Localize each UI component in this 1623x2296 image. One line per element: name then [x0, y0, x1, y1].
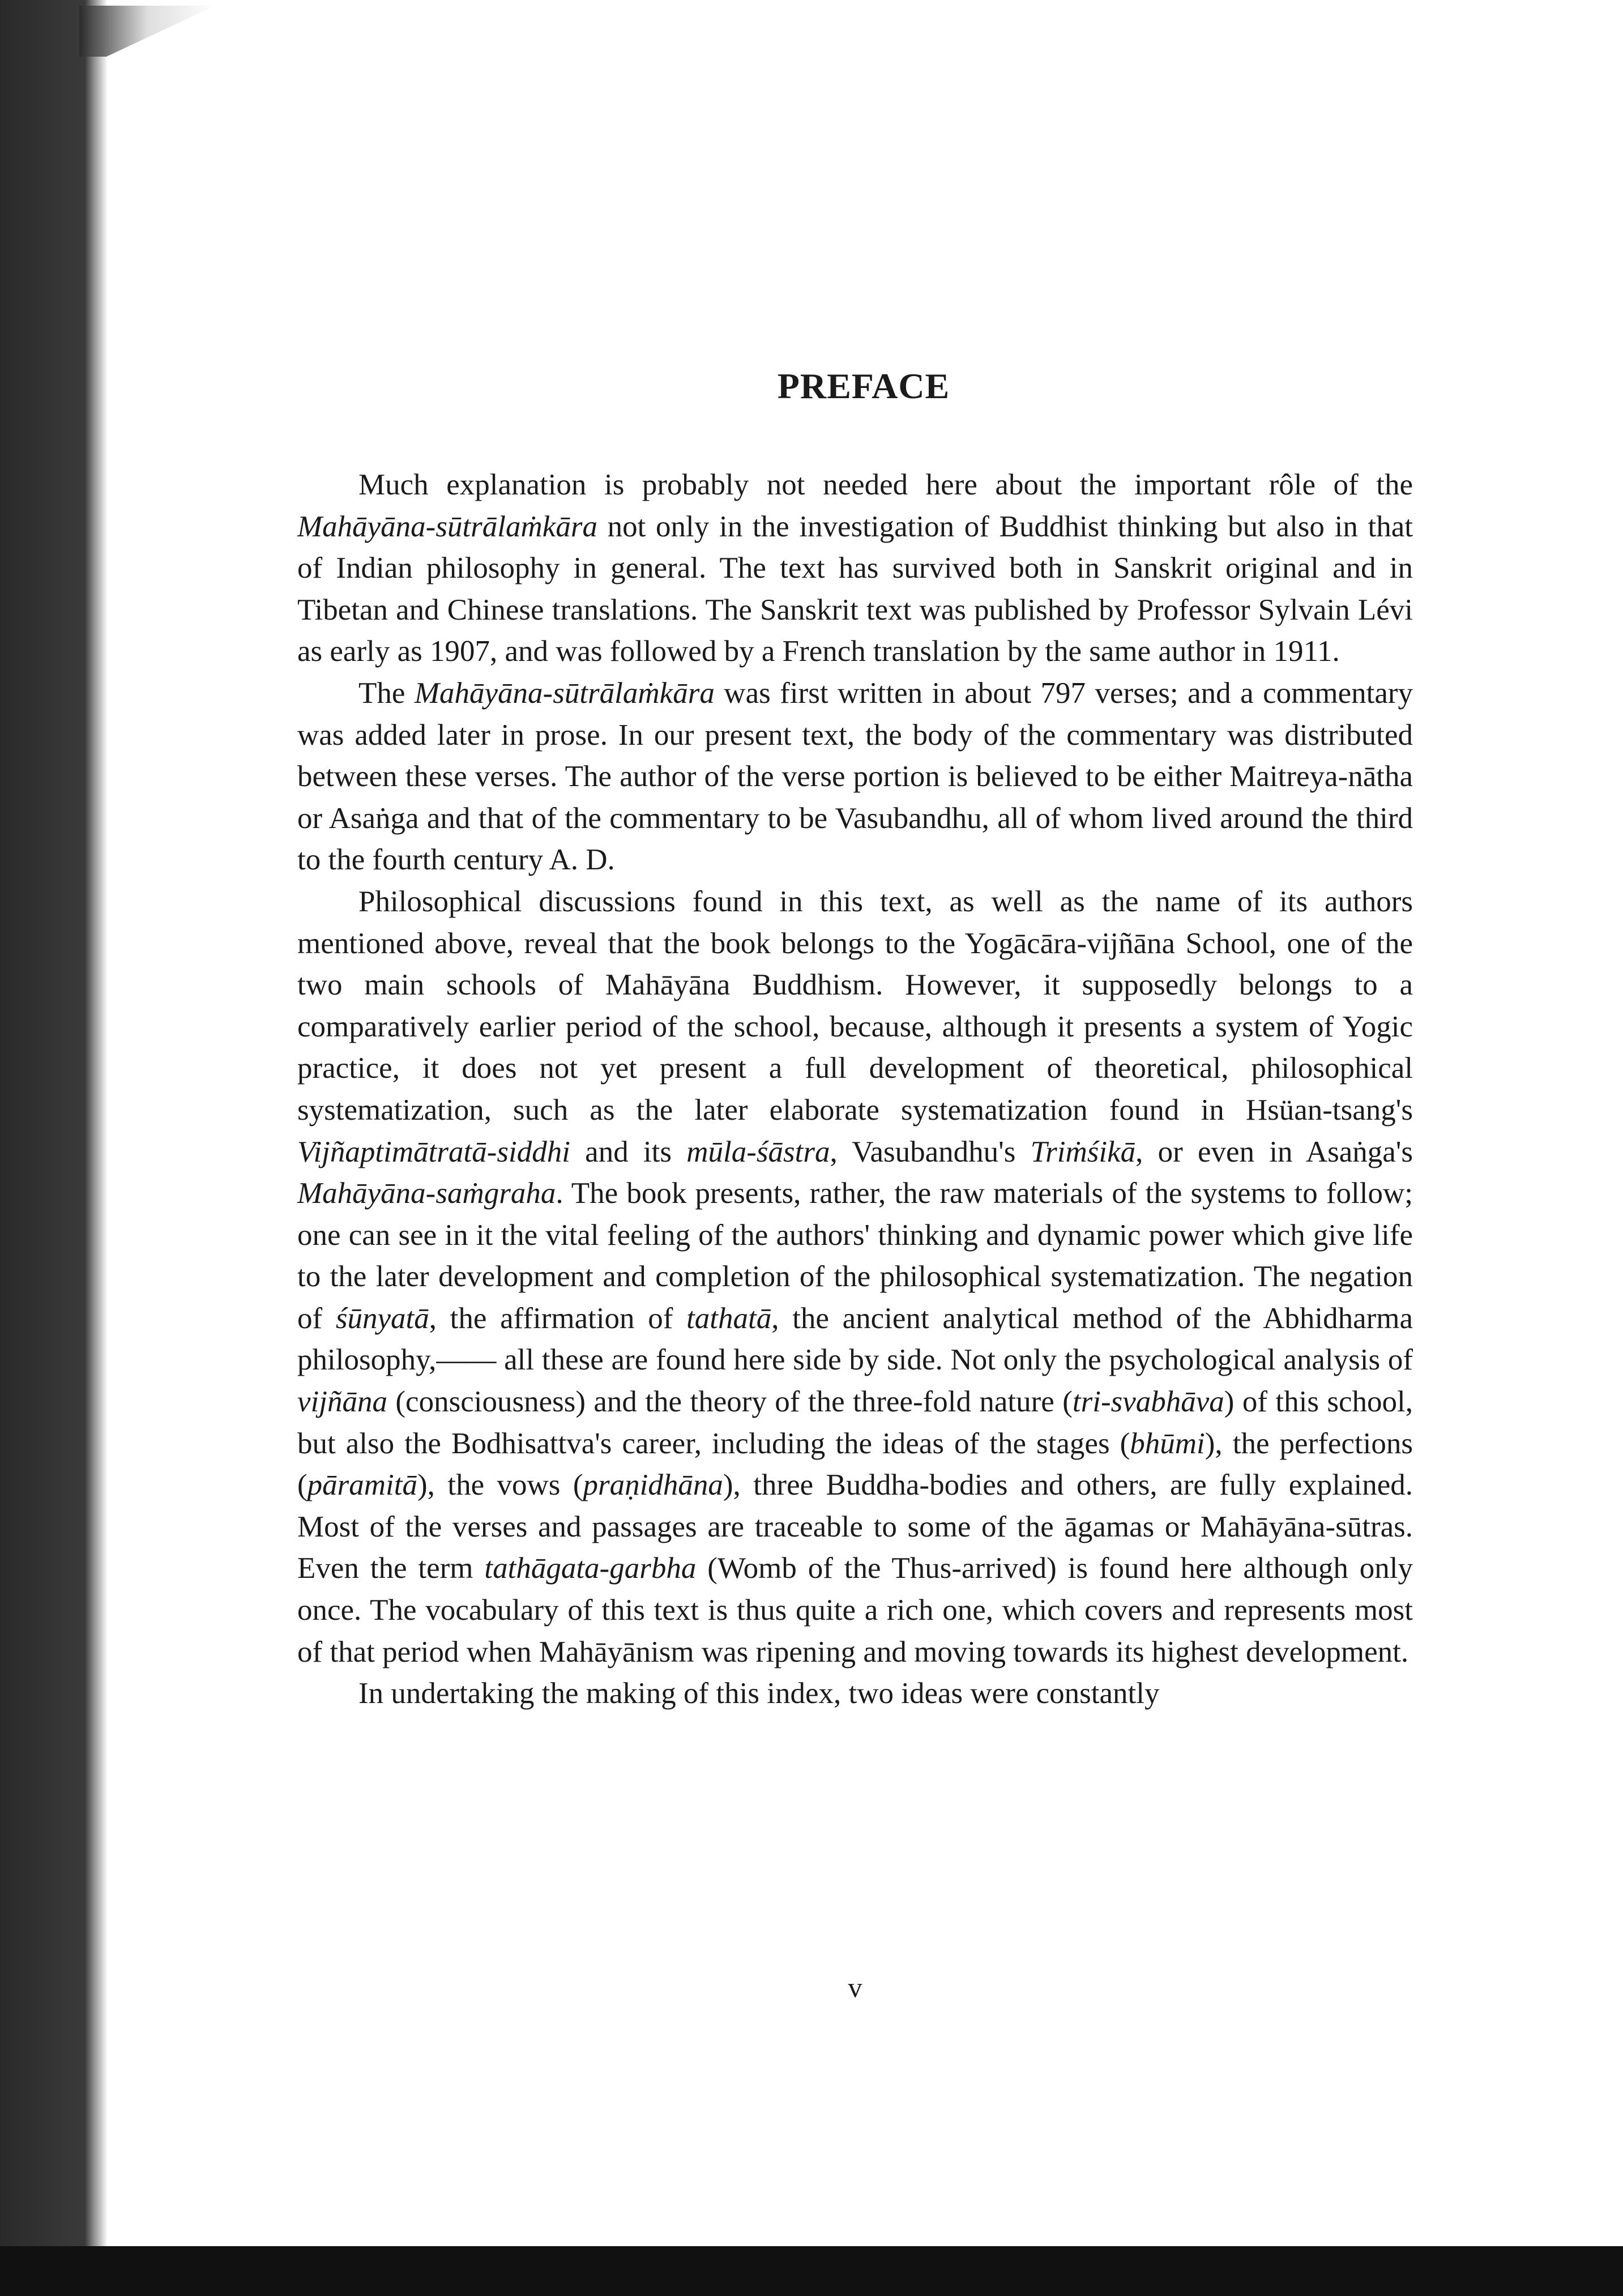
italic-term: pāramitā — [307, 1469, 418, 1502]
page-title: PREFACE — [777, 366, 950, 406]
italic-term: Mahāyāna-sūtrālaṁkāra — [297, 510, 597, 543]
paragraph-2: The Mahāyāna-sūtrālaṁkāra was first written in about 797 verses; and a commentary was added later in prose. In our present text, the body of the commentary was distributed between these verses. The author of the verse portion is believed to be either Maitreya-nātha or Asaṅga and that of the commentary to be Vasubandhu, all of whom lived around the third to the fourth century A. D. — [297, 676, 1413, 877]
italic-term: tathatā — [686, 1301, 772, 1335]
italic-term: Vijñaptimātratā-siddhi — [297, 1135, 570, 1168]
italic-term: bhūmi — [1130, 1427, 1205, 1460]
italic-term: śūnyatā — [335, 1301, 429, 1335]
italic-term: mūla-śāstra — [686, 1135, 830, 1168]
italic-term: tathāgata-garbha — [484, 1552, 697, 1585]
italic-term: praṇidhāna — [583, 1469, 723, 1502]
scan-bottom-edge — [0, 2246, 1623, 2296]
italic-term: Mahāyāna-saṁgraha — [297, 1177, 556, 1210]
scan-binding-corner — [79, 6, 215, 57]
italic-term: tri-svabhāva — [1072, 1385, 1224, 1419]
paragraph-3: Philosophical discussions found in this text, as well as the name of its authors mentioned above, reveal that the book belongs to the Yogācāra-vijñāna School, one of the two main schools of Mahāyāna Buddhism. However, it supposedly belongs to a comparatively earlier period of the school, because, although it presents a system of Yogic practice, it does not yet present a full development of theoretical, philosophical systematization, such as the later elaborate systematization found in Hsüan-tsang's Vijñaptimātratā-siddhi and its mūla-śāstra, Vasubandhu's Triṁśikā, or even in Asaṅga's Mahāyāna-saṁgraha. The book presents, rather, the raw materials of the systems to follow; one can see in it the vital feeling of the authors' thinking and dynamic power which give life to the later development and completion of the philosophical systematization. The negation of śūnyatā, the affirmation of tathatā, the ancient analytical method of the Abhidharma philosophy,—— all these are found here side by side. Not only the psychological analysis of vijñāna (consciousness) and the theory of the three-fold nature (tri-svabhāva) of this school, but also the Bodhisattva's career, including the ideas of the stages (bhūmi), the perfections (pāramitā), the vows (praṇidhāna), three Buddha-bodies and others, are fully explained. Most of the verses and passages are traceable to some of the āgamas or Mahāyāna-sūtras. Even the term tathāgata-garbha (Womb of the Thus-arrived) is found here although only once. The vocabulary of this text is thus quite a rich one, which covers and represents most of that period when Mahāyānism was ripening and moving towards its highest development. — [297, 885, 1413, 1668]
page-number: v — [848, 1971, 862, 2003]
italic-term: vijñāna — [297, 1385, 387, 1419]
italic-term: Triṁśikā — [1030, 1135, 1136, 1168]
paragraph-1: Much explanation is probably not needed here about the important rôle of the Mahāyāna-sūtrālaṁkāra not only in the investigation of Buddhist thinking but also in that of Indian philosophy in general. The text has survived both in Sanskrit original and in Tibetan and Chinese translations. The Sanskrit text was published by Professor Sylvain Lévi as early as 1907, and was followed by a French translation by the same author in 1911. — [297, 468, 1413, 668]
preface-body — [297, 464, 1413, 1715]
paragraph-4: In undertaking the making of this index, two ideas were constantly — [358, 1677, 1160, 1710]
italic-term: Mahāyāna-sūtrālaṁkāra — [414, 676, 715, 710]
scan-binding-shadow — [0, 0, 108, 2296]
